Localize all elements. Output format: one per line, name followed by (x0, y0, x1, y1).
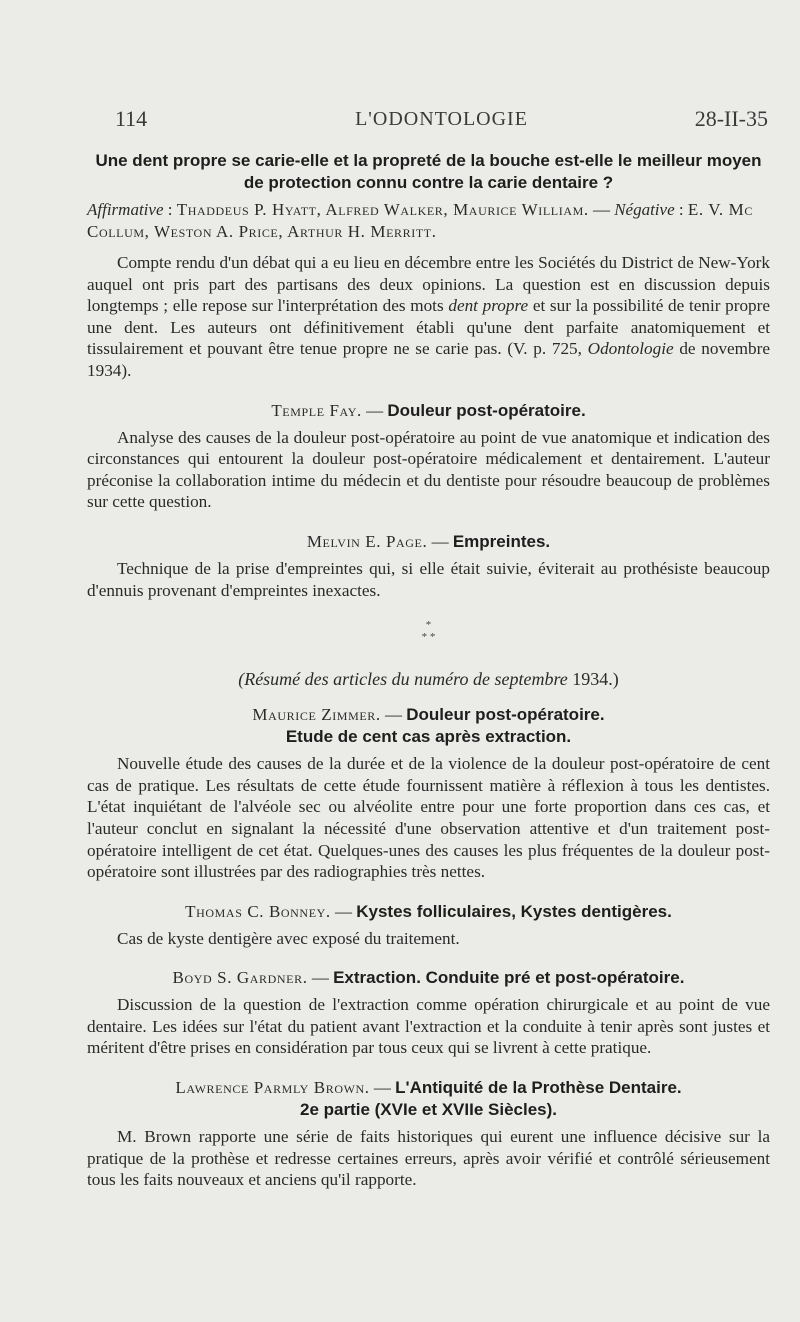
affirmative-names: Thaddeus P. Hyatt, Alfred Walker, Maurice William. (176, 200, 589, 219)
article-thomas-bonney (87, 901, 770, 950)
article-body: M. Brown rapporte une série de faits historiques qui eurent une influence décisive sur la pratique de la prothèse et redresse certaines erreurs, après avoir vérifié et contrôlé sérieusement tous les faits nouveaux et anciens qu'il rapporte. (87, 1127, 770, 1190)
article-author: Melvin E. Page. (306, 531, 428, 551)
article-subtitle: Etude de cent cas après extraction. (285, 727, 572, 747)
negative-names: E. V. Mc Collum, Weston A. Price, Arthur H. Merritt. (87, 200, 753, 241)
journal-reference: Odontologie (587, 339, 674, 359)
article-author: Lawrence Parmly Brown. (175, 1078, 370, 1098)
article-author: Boyd S. Gardner. (172, 968, 308, 988)
article-subtitle-line (87, 1099, 770, 1121)
article-body: Technique de la prise d'empreintes qui, si elle était suivie, éviterait au prothésiste beaucoup d'ennuis provenant d'empreintes inexactes. (87, 558, 770, 600)
page-body (87, 150, 770, 1191)
affirmative-label: Affirmative (87, 200, 164, 219)
article-clean-tooth-debate (87, 150, 770, 382)
article-boyd-gardner (87, 967, 770, 1059)
article-title: Kystes folliculaires, Kystes dentigères. (356, 901, 672, 921)
article-title: Douleur post-opératoire. (387, 400, 586, 420)
article-body: Cas de kyste dentigère avec exposé du traitement. (117, 928, 460, 948)
article-author: Maurice Zimmer. (252, 705, 381, 725)
article-body: Nouvelle étude des causes de la durée et de la violence de la douleur post-opératoire de cent cas de pratique. Les résultats de cette étude fournissent matière à réflexion à tous les dentistes. L'état inquiétant de l'alvéole sec ou alvéolite entre pour une forte proportion dans ces cas, et l'auteur conclut en signalant la nécessité d'une observation attentive et d'un traitement post-opératoire intelligent de cet état. Quelques-unes des causes les plus fréquentes de la douleur post-opératoire sont illustrées par des radiographies très nettes. (87, 754, 770, 882)
article-melvin-page (87, 531, 770, 601)
article-heading: Boyd S. Gardner. — Extraction. Conduite pré et post-opératoire. (172, 968, 685, 988)
page-header (115, 106, 768, 132)
article-heading: Maurice Zimmer. — Douleur post-opératoire. (252, 705, 605, 725)
article-body (87, 252, 770, 382)
summary-heading-text: (Résumé des articles du numéro de septembre (238, 669, 568, 690)
article-title: Une dent propre se carie-elle et la propreté de la bouche est-elle le meilleur moyen de protection connu contre la carie dentaire ? (95, 151, 762, 192)
article-temple-fay (87, 400, 770, 513)
negative-label: Négative (614, 200, 675, 219)
page-number: 114 (115, 106, 148, 131)
issue-date: 28-II-35 (694, 106, 768, 131)
emphasis-dent-propre: dent propre (448, 296, 529, 316)
debate-participants: Affirmative : Thaddeus P. Hyatt, Alfred Walker, Maurice William. — Négative : E. V. Mc Collum, Weston A. Price, Arthur H. Merritt. (87, 200, 753, 241)
summary-heading (87, 669, 770, 690)
article-lawrence-brown (87, 1077, 770, 1191)
body-text: Compte rendu d'un débat qui a eu lieu en décembre entre les Sociétés du District de New-York auquel ont pris part des partisans des deux opinions. La question est en discussion depuis longtemps ; elle repose sur l'interprétation des mots (87, 253, 770, 316)
section-separator-top: * (425, 619, 432, 632)
summary-heading-year: 1934.) (572, 669, 619, 690)
article-author: Temple Fay. (271, 400, 362, 420)
article-author: Thomas C. Bonney. (185, 901, 331, 921)
article-body: Discussion de la question de l'extraction comme opération chirurgicale et au point de vue dentaire. Les idées sur l'état du patient avant l'extraction et la conduite à tenir après sont justes et méritent d'être prises en considération par tous ceux qui se livrent à cette pratique. (87, 995, 770, 1058)
article-subtitle: 2e partie (XVIe et XVIIe Siècles). (299, 1100, 558, 1120)
article-heading: Temple Fay. — Douleur post-opératoire. (271, 400, 586, 420)
article-title: L'Antiquité de la Prothèse Dentaire. (395, 1078, 682, 1098)
section-separator-bottom: * * (421, 631, 436, 644)
article-maurice-zimmer (87, 704, 770, 883)
article-subtitle-line (87, 726, 770, 748)
article-heading: Melvin E. Page. — Empreintes. (306, 531, 551, 551)
article-heading: Lawrence Parmly Brown. — L'Antiquité de la Prothèse Dentaire. (175, 1078, 682, 1098)
article-body: Analyse des causes de la douleur post-opératoire au point de vue anatomique et indication des circonstances qui entourent la douleur post-opératoire médicalement et dentairement. L'auteur préconise la collaboration intime du médecin et du dentiste pour résoudre beaucoup de problèmes sur cette question. (87, 427, 770, 512)
article-title: Douleur post-opératoire. (406, 705, 605, 725)
article-title: Empreintes. (452, 531, 551, 551)
body-text: et sur la possibilité de tenir propre une dent. Les auteurs ont définitivement établi qu'une dent parfaite anatomiquement et tissulairement et pouvant être tenue propre ne se carie pas. (V. p. 725, (87, 296, 770, 359)
body-text: de novembre 1934). (87, 339, 770, 380)
article-heading: Thomas C. Bonney. — Kystes folliculaires, Kystes dentigères. (185, 901, 672, 921)
running-title: L'ODONTOLOGIE (355, 108, 528, 130)
article-title: Extraction. Conduite pré et post-opératoire. (333, 968, 685, 988)
